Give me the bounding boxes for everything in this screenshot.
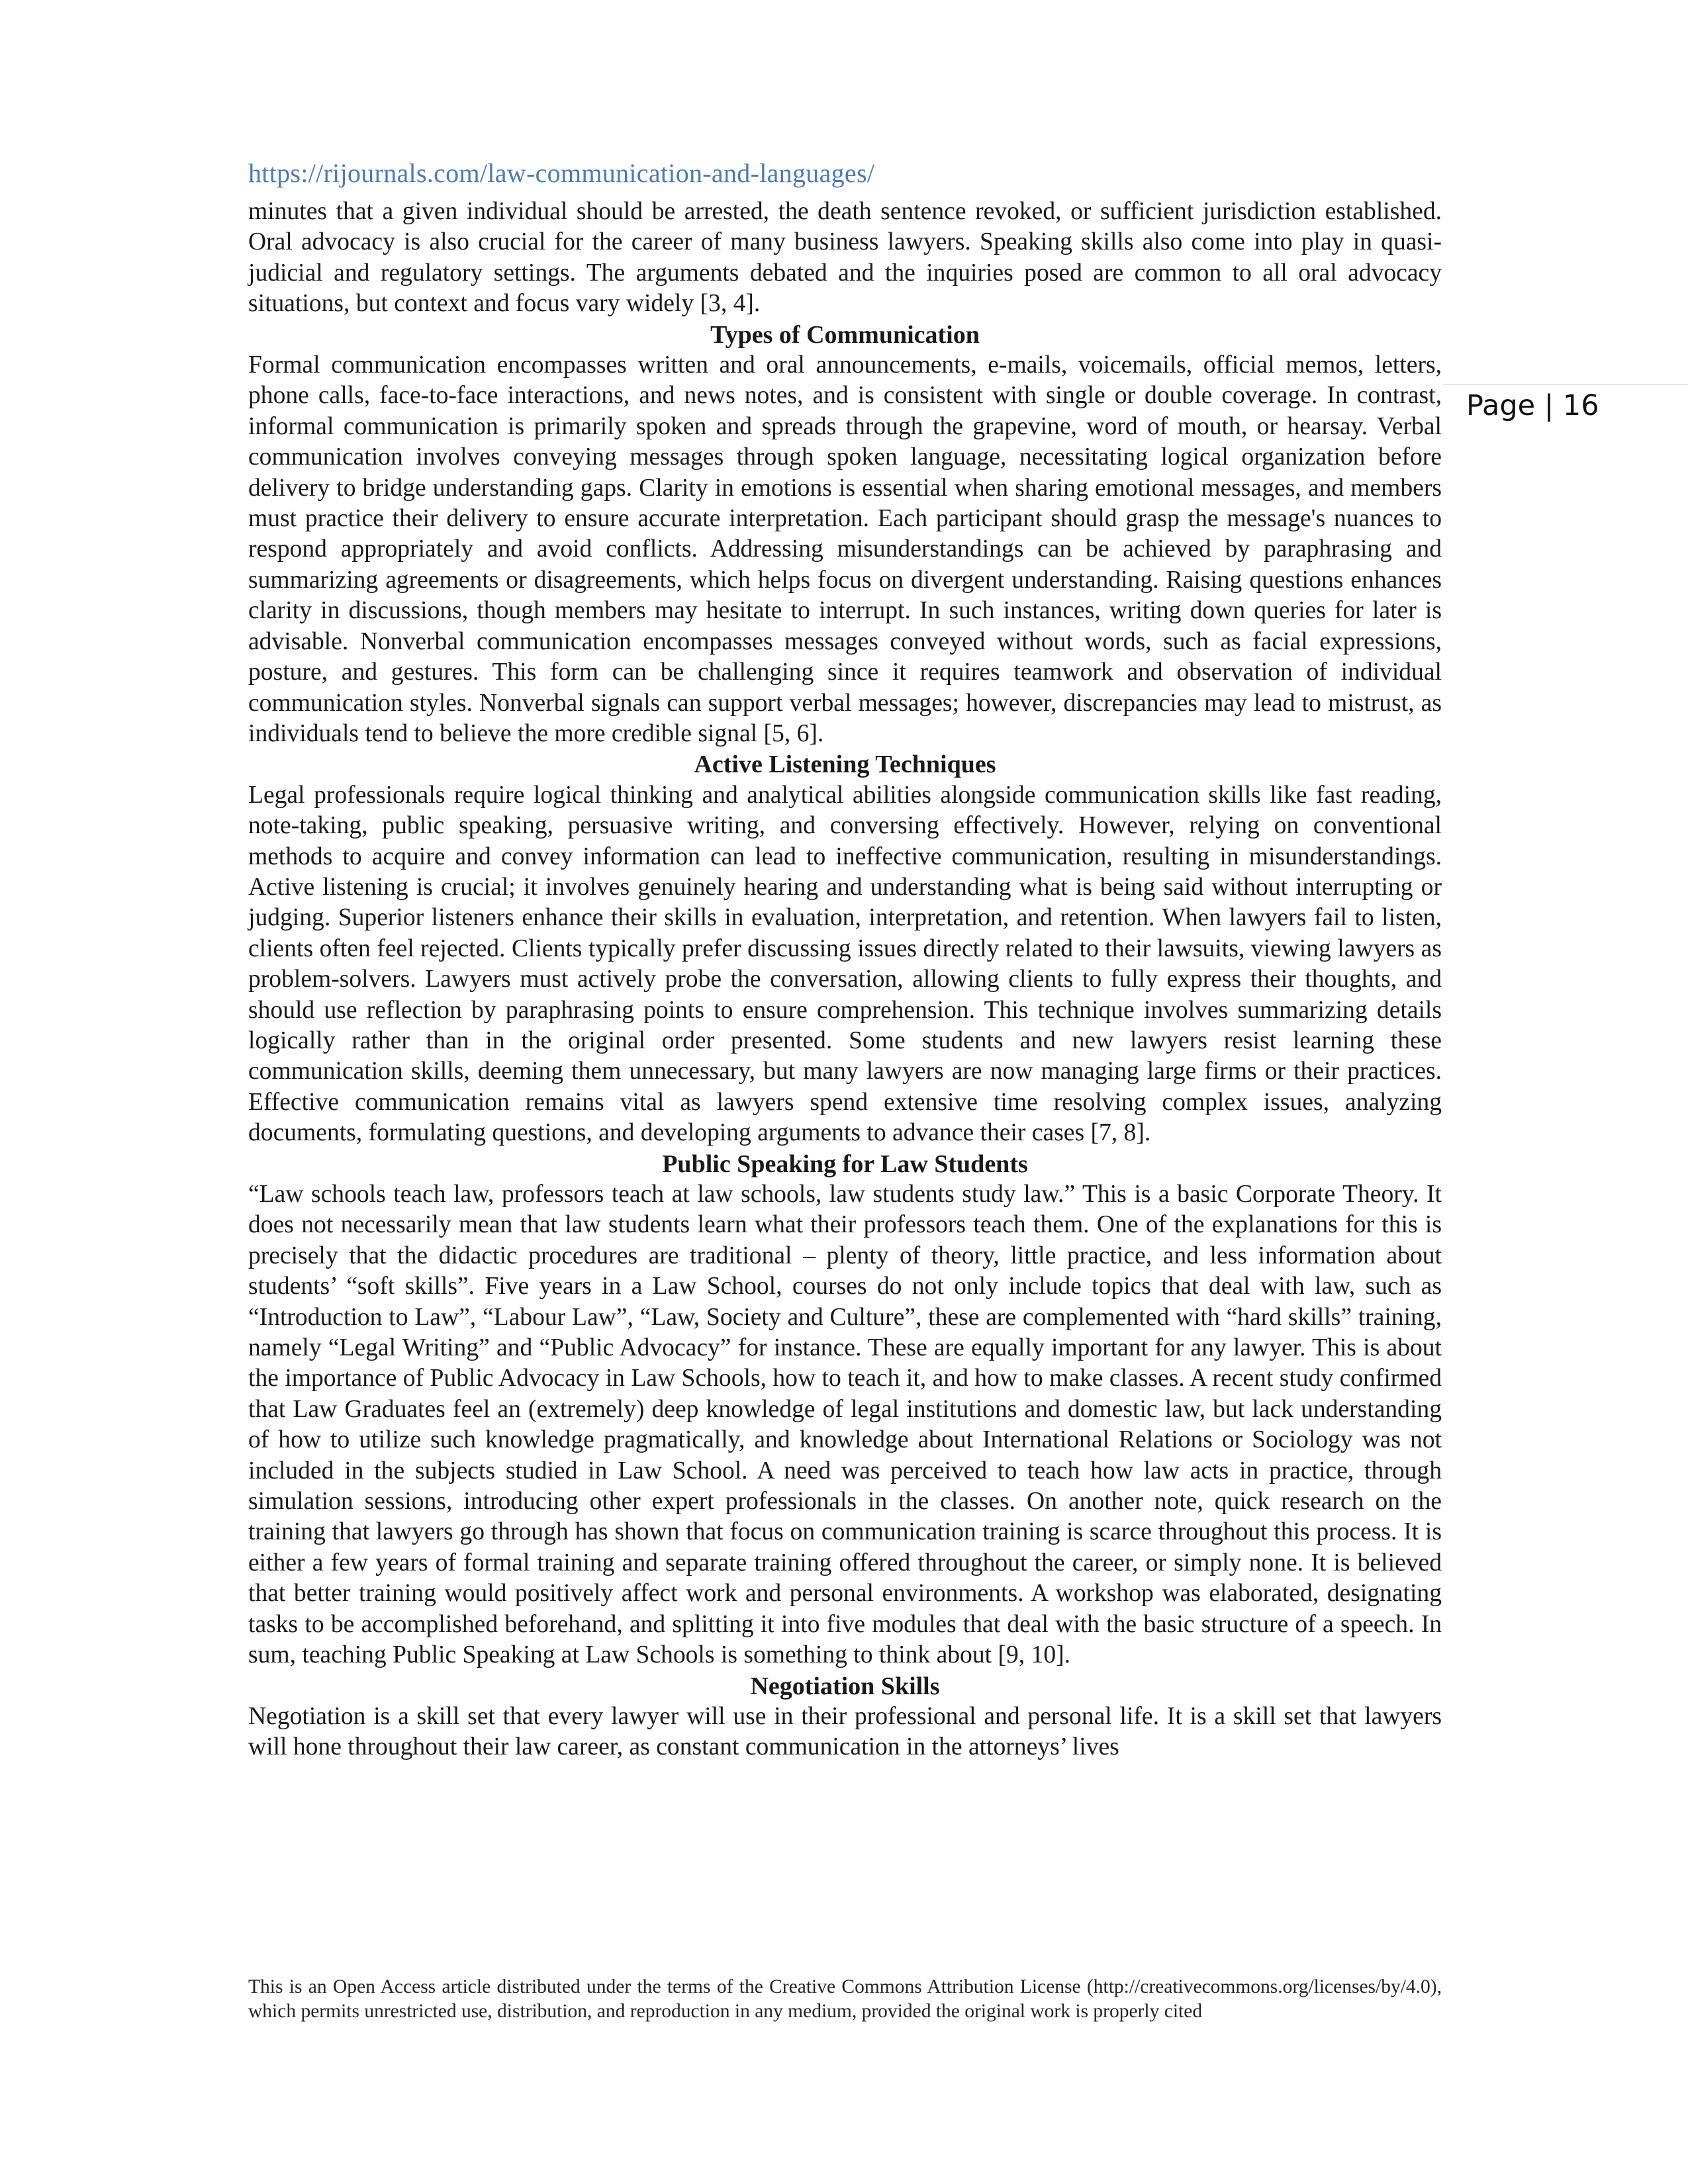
journal-url-link[interactable]: https://rijournals.com/law-communication-and-languages/	[248, 158, 875, 188]
heading-public-speaking: Public Speaking for Law Students	[662, 1150, 1028, 1178]
heading-negotiation-skills: Negotiation Skills	[750, 1672, 940, 1700]
paragraph-public-speaking: “Law schools teach law, professors teach at law schools, law students study law.” This is a basic Corporate Theory. It does not necessarily mean that law students learn what their professors teach them. One of the explanations for this is precisely that the didactic procedures are traditional – plenty of theory, little practice, and less information about students’ “soft skills”. Five years in a Law School, courses do not only include topics that deal with law, such as “Introduction to Law”, “Labour Law”, “Law, Society and Culture”, these are complemented with “hard skills” training, namely “Legal Writing” and “Public Advocacy” for instance. These are equally important for any lawyer. This is about the importance of Public Advocacy in Law Schools, how to teach it, and how to make classes. A recent study confirmed that Law Graduates feel an (extremely) deep knowledge of legal institutions and domestic law, but lack understanding of how to utilize such knowledge pragmatically, and knowledge about International Relations or Sociology was not included in the subjects studied in Law School. A need was perceived to teach how law acts in practice, through simulation sessions, introducing other expert professionals in the classes. On another note, quick research on the training that lawyers go through has shown that focus on communication training is scarce throughout this process. It is either a few years of formal training and separate training offered throughout the career, or simply none. It is believed that better training would positively affect work and personal environments. A workshop was elaborated, designating tasks to be accomplished beforehand, and splitting it into five modules that deal with the basic structure of a speech. In sum, teaching Public Speaking at Law Schools is something to think about [9, 10].	[248, 1181, 1442, 1669]
paragraph-oral-advocacy: minutes that a given individual should be arrested, the death sentence revoked, or sufficient jurisdiction established. Oral advocacy is also crucial for the career of many business lawyers. Speaking skills also come into play in quasi-judicial and regulatory settings. The arguments debated and the inquiries posed are common to all oral advocacy situations, but context and focus vary widely [3, 4].	[248, 198, 1442, 318]
heading-active-listening: Active Listening Techniques	[694, 751, 996, 779]
paragraph-negotiation-skills: Negotiation is a skill set that every lawyer will use in their professional and personal life. It is a skill set that lawyers will hone throughout their law career, as constant communication in the attorneys’ lives	[248, 1702, 1442, 1761]
page-number: Page | 16	[1466, 389, 1599, 422]
page-number-rule	[1443, 384, 1688, 385]
paragraph-types-of-communication: Formal communication encompasses written and oral announcements, e-mails, voicemails, official memos, letters, phone calls, face-to-face interactions, and news notes, and is consistent with single or double coverage. In contrast, informal communication is primarily spoken and spreads through the grapevine, word of mouth, or hearsay. Verbal communication involves conveying messages through spoken language, necessitating logical organization before delivery to bridge understanding gaps. Clarity in emotions is essential when sharing emotional messages, and members must practice their delivery to ensure accurate interpretation. Each participant should grasp the message's nuances to respond appropriately and avoid conflicts. Addressing misunderstandings can be achieved by paraphrasing and summarizing agreements or disagreements, which helps focus on divergent understanding. Raising questions enhances clarity in discussions, though members may hesitate to interrupt. In such instances, writing down queries for later is advisable. Nonverbal communication encompasses messages conveyed without words, such as facial expressions, posture, and gestures. This form can be challenging since it requires teamwork and observation of individual communication styles. Nonverbal signals can support verbal messages; however, discrepancies may lead to mistrust, as individuals tend to believe the more credible signal [5, 6].	[248, 351, 1442, 747]
article-body	[248, 197, 1442, 1763]
paragraph-active-listening: Legal professionals require logical thinking and analytical abilities alongside communication skills like fast reading, note-taking, public speaking, persuasive writing, and conversing effectively. However, relying on conventional methods to acquire and convey information can lead to ineffective communication, resulting in misunderstandings. Active listening is crucial; it involves genuinely hearing and understanding what is being said without interrupting or judging. Superior listeners enhance their skills in evaluation, interpretation, and retention. When lawyers fail to listen, clients often feel rejected. Clients typically prefer discussing issues directly related to their lawsuits, viewing lawyers as problem-solvers. Lawyers must actively probe the conversation, allowing clients to fully express their thoughts, and should use reflection by paraphrasing points to ensure comprehension. This technique involves summarizing details logically rather than in the original order presented. Some students and new lawyers resist learning these communication skills, deeming them unnecessary, but many lawyers are now managing large firms or their practices. Effective communication remains vital as lawyers spend extensive time resolving complex issues, analyzing documents, formulating questions, and developing arguments to advance their cases [7, 8].	[248, 781, 1442, 1147]
license-footer: This is an Open Access article distributed under the terms of the Creative Commons Attribution License (http://creativecommons.org/licenses/by/4.0), which permits unrestricted use, distribution, and reproduction in any medium, provided the original work is properly cited	[248, 1976, 1442, 2022]
heading-types-of-communication: Types of Communication	[710, 320, 980, 349]
